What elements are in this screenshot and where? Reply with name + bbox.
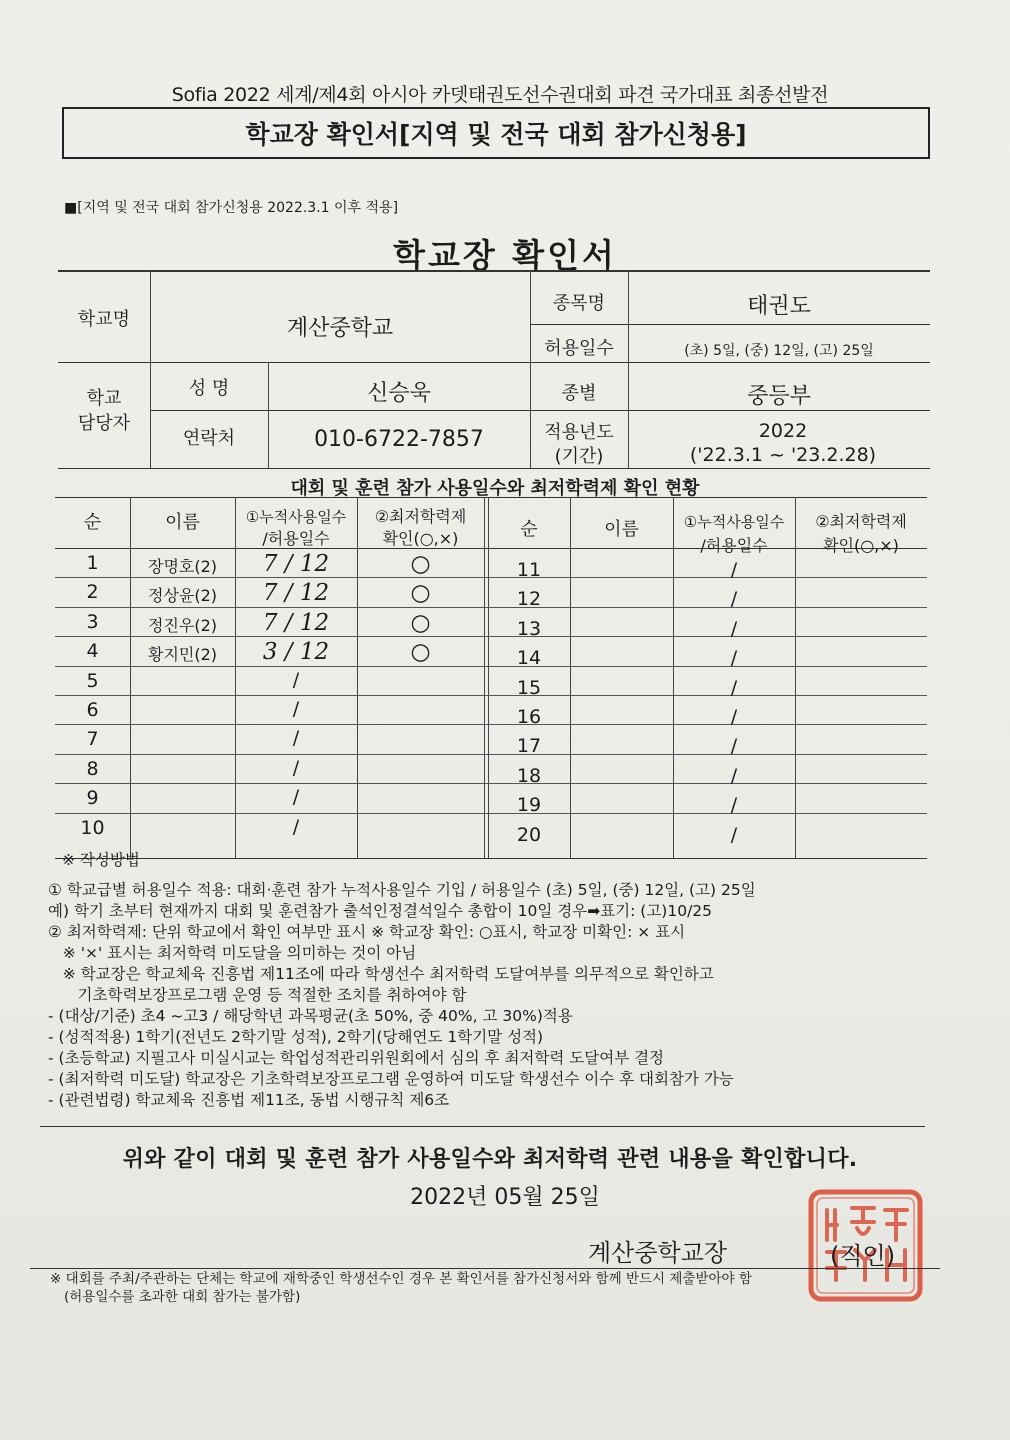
row-number: 6 bbox=[86, 699, 99, 721]
category-label: 종별 bbox=[561, 383, 597, 404]
days-used: / bbox=[292, 756, 300, 779]
school-label: 학교명 bbox=[77, 309, 131, 330]
event-title: Sofia 2022 세계/제4회 아시아 카뎃태권도선수권대회 파견 국가대표 최종선발전 bbox=[171, 84, 829, 106]
footer-note bbox=[50, 1270, 752, 1306]
col-days-right-1: ①누적사용일수 bbox=[683, 513, 785, 531]
issue-date: 2022년 05월 25일 bbox=[410, 1185, 600, 1210]
boxed-document-title: 학교장 확인서[지역 및 전국 대회 참가신청용] bbox=[62, 107, 930, 159]
row-number: 7 bbox=[86, 728, 99, 751]
row-number: 5 bbox=[86, 669, 99, 692]
min-grade-check: ○ bbox=[410, 639, 431, 666]
col-check-right-2: 확인(○,×) bbox=[823, 536, 899, 555]
days-used: / bbox=[292, 668, 300, 691]
allowed-days-label: 허용일수 bbox=[544, 338, 614, 359]
col-check-right-1: ②최저학력제 bbox=[815, 512, 907, 531]
row-number: 9 bbox=[86, 787, 99, 810]
method-line: - (최저학력 미도달) 학교장은 기초학력보장프로그램 운영하여 미도달 학생선수 이수 후 대회참가 가능 bbox=[48, 1070, 734, 1088]
year-label-1: 적용년도 bbox=[544, 422, 614, 443]
school-value: 계산중학교 bbox=[286, 316, 394, 341]
sport-value: 태권도 bbox=[747, 294, 811, 319]
method-notes bbox=[48, 880, 948, 1111]
manager-label-1: 학교 bbox=[86, 388, 122, 409]
method-line: ※ 학교장은 학교체육 진흥법 제11조에 따라 학생선수 최저학력 도달여부를 의무적으로 확인하고 bbox=[48, 965, 714, 983]
year-value-1: 2022 bbox=[758, 420, 808, 442]
student-name: 정상윤(2) bbox=[148, 586, 218, 606]
divider bbox=[40, 1126, 925, 1127]
footer-divider bbox=[30, 1268, 940, 1269]
method-heading: ※ 작성방법 bbox=[62, 851, 140, 869]
days-used: 7 / 12 bbox=[262, 609, 330, 636]
days-used: / bbox=[292, 698, 300, 720]
col-no-right: 순 bbox=[520, 519, 538, 540]
col-days-left-1: ①누적사용일수 bbox=[245, 508, 347, 526]
method-line: - (관련법령) 학교체육 진흥법 제11조, 동법 시행규칙 제6조 bbox=[48, 1091, 450, 1109]
sport-label: 종목명 bbox=[552, 293, 606, 314]
days-used: / bbox=[730, 823, 738, 846]
manager-label-2: 담당자 bbox=[77, 413, 131, 434]
col-days-left-2: /허용일수 bbox=[262, 529, 330, 548]
days-used: / bbox=[292, 815, 300, 838]
days-used: / bbox=[730, 706, 738, 728]
student-name: 장명호(2) bbox=[148, 557, 218, 576]
method-line: 예) 학기 초부터 현재까지 대회 및 훈련참가 출석인정결석일수 총합이 10일 경우➡표기: (고)10/25 bbox=[48, 902, 713, 920]
col-check-left-1: ②최저학력제 bbox=[374, 507, 467, 526]
confirmation-statement: 위와 같이 대회 및 훈련 참가 사용일수와 최저학력 관련 내용을 확인합니다. bbox=[122, 1147, 858, 1172]
days-used: / bbox=[730, 588, 738, 611]
applicability-note: ■[지역 및 전국 대회 참가신청용 2022.3.1 이후 적용] bbox=[64, 200, 399, 216]
main-title: 학교장 확인서 bbox=[393, 236, 617, 275]
row-number: 12 bbox=[516, 588, 542, 611]
footer-line-1: ※ 대회를 주최/주관하는 단체는 학교에 재학중인 학생선수인 경우 본 확인서를 참가신청서와 함께 반드시 제출받아야 함 bbox=[50, 1271, 752, 1287]
col-days-right-2: /허용일수 bbox=[700, 536, 768, 555]
days-used: / bbox=[730, 735, 738, 758]
method-line: 기초학력보장프로그램 운영 등 적절한 조치를 취하여야 함 bbox=[48, 986, 467, 1004]
row-number: 3 bbox=[86, 610, 99, 633]
row-number: 8 bbox=[86, 757, 99, 780]
days-used: / bbox=[292, 727, 300, 750]
min-grade-check: ○ bbox=[410, 551, 431, 577]
row-number: 15 bbox=[516, 676, 542, 699]
contact-value: 010-6722-7857 bbox=[314, 427, 484, 452]
row-number: 11 bbox=[516, 559, 542, 581]
allowed-days-value: (초) 5일, (중) 12일, (고) 25일 bbox=[684, 343, 874, 359]
col-check-left-2: 확인(○,×) bbox=[382, 529, 459, 548]
days-used: / bbox=[730, 617, 738, 640]
method-line: ② 최저학력제: 단위 학교에서 확인 여부만 표시 ※ 학교장 확인: ○표시, 학교장 미확인: × 표시 bbox=[48, 923, 686, 941]
row-number: 4 bbox=[86, 640, 99, 663]
footer-line-2: (허용일수를 초과한 대회 참가는 불가함) bbox=[64, 1289, 301, 1305]
row-number: 16 bbox=[516, 706, 542, 728]
days-used: / bbox=[730, 676, 738, 699]
student-name: 정진우(2) bbox=[148, 615, 218, 635]
days-used: / bbox=[730, 764, 738, 787]
days-used: / bbox=[730, 647, 738, 670]
method-line: - (대상/기준) 초4 ~고3 / 해당학년 과목평균(초 50%, 중 40%, 고 30%)적용 bbox=[48, 1007, 573, 1025]
row-number: 13 bbox=[516, 617, 542, 640]
principal-title: 계산중학교장 bbox=[588, 1239, 728, 1267]
student-name: 황지민(2) bbox=[148, 645, 218, 665]
seal-note: (직인) bbox=[830, 1242, 896, 1270]
days-used: / bbox=[730, 794, 738, 817]
col-name-left: 이름 bbox=[165, 512, 200, 533]
col-no-left: 순 bbox=[83, 512, 102, 533]
row-number: 18 bbox=[516, 764, 542, 787]
row-number: 10 bbox=[80, 816, 105, 839]
row-number: 14 bbox=[516, 647, 542, 670]
row-number: 20 bbox=[516, 823, 542, 846]
contact-label: 연락처 bbox=[182, 428, 236, 449]
days-used: / bbox=[730, 559, 738, 581]
days-used: 3 / 12 bbox=[262, 639, 330, 666]
row-number: 17 bbox=[516, 735, 542, 758]
row-number: 19 bbox=[516, 794, 542, 817]
method-line: - (성적적용) 1학기(전년도 2학기말 성적), 2학기(당해연도 1학기말 성적) bbox=[48, 1028, 544, 1046]
min-grade-check: ○ bbox=[410, 580, 431, 607]
days-used: 7 / 12 bbox=[262, 580, 330, 607]
col-name-right: 이름 bbox=[604, 519, 639, 540]
days-used: 7 / 12 bbox=[262, 551, 330, 577]
row-number: 2 bbox=[86, 581, 99, 604]
method-line: ※ '×' 표시는 최저학력 미도달을 의미하는 것이 아님 bbox=[48, 944, 417, 962]
category-value: 중등부 bbox=[747, 384, 811, 409]
usage-table-title: 대회 및 훈련 참가 사용일수와 최저학력제 확인 현황 bbox=[290, 478, 700, 499]
row-number: 1 bbox=[86, 552, 99, 574]
min-grade-check: ○ bbox=[410, 609, 431, 636]
name-value: 신승욱 bbox=[367, 381, 431, 406]
method-line: ① 학교급별 허용일수 적용: 대회·훈련 참가 누적사용일수 기입 / 허용일수 (초) 5일, (중) 12일, (고) 25일 bbox=[48, 881, 756, 899]
year-value-2: ('22.3.1 ~ '23.2.28) bbox=[689, 444, 877, 466]
days-used: / bbox=[292, 786, 300, 809]
method-line: - (초등학교) 지필고사 미실시교는 학업성적관리위원회에서 심의 후 최저학력 도달여부 결정 bbox=[48, 1049, 665, 1067]
year-label-2: (기간) bbox=[554, 446, 604, 467]
name-label: 성 명 bbox=[188, 378, 230, 399]
